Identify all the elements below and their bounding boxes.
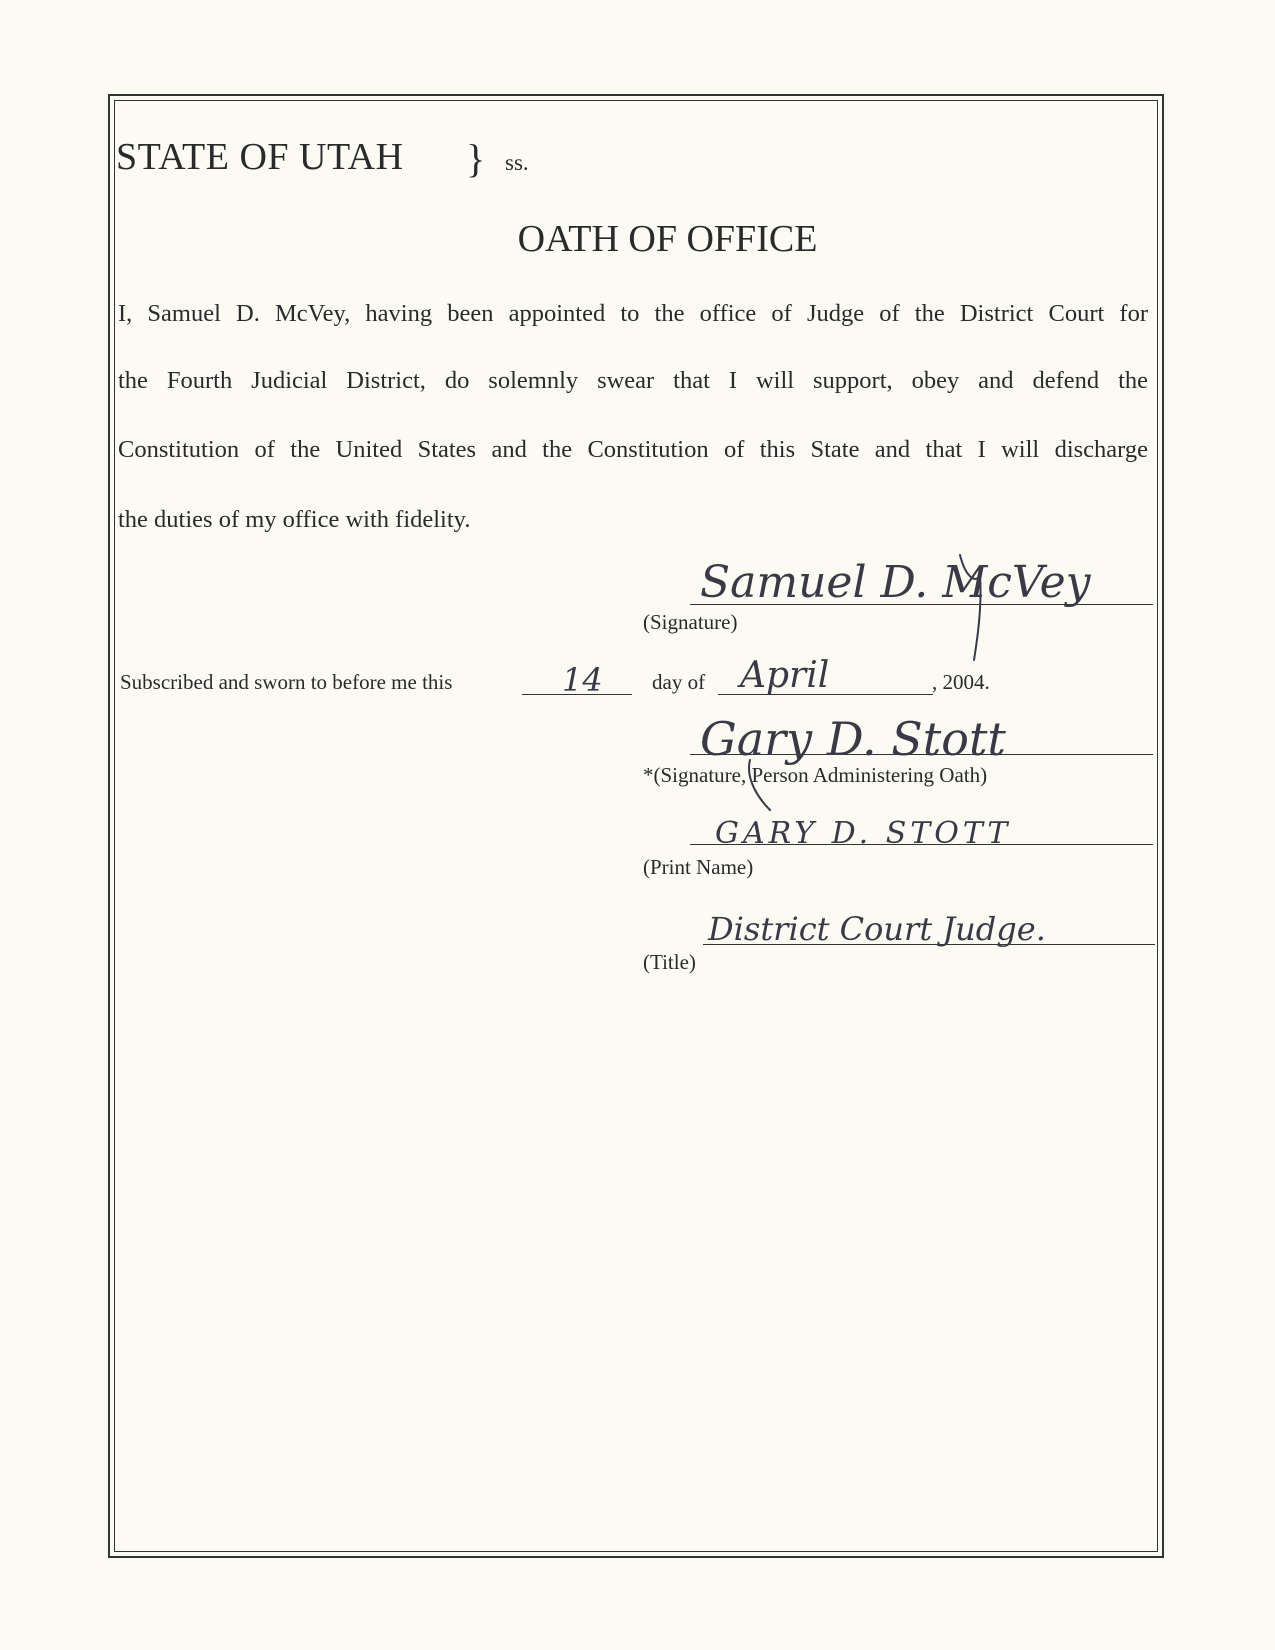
administrator-signature bbox=[690, 700, 1030, 820]
oath-line-4: the duties of my office with fidelity. bbox=[118, 506, 471, 533]
signer-signature-text: Samuel D. McVey bbox=[700, 557, 1091, 608]
print-name-value: GARY D. STOTT bbox=[715, 816, 1012, 851]
month-handwriting bbox=[718, 645, 933, 700]
print-name-label: (Print Name) bbox=[643, 855, 754, 879]
ss-abbreviation: ss. bbox=[505, 150, 529, 175]
day-of-label: day of bbox=[652, 670, 706, 694]
administrator-signature-text: Gary D. Stott bbox=[700, 712, 1006, 766]
oath-line-1: I, Samuel D. McVey, having been appointed to the office of Judge of the District Court for bbox=[118, 300, 1148, 327]
document-title-container bbox=[0, 217, 1275, 261]
title-handwriting bbox=[703, 900, 1103, 960]
day-handwriting bbox=[522, 655, 632, 700]
state-heading: STATE OF UTAH bbox=[116, 136, 404, 178]
signature-label: (Signature) bbox=[643, 610, 738, 634]
year-text: , 2004. bbox=[932, 670, 990, 694]
title-label: (Title) bbox=[643, 950, 696, 974]
document-title: OATH OF OFFICE bbox=[517, 218, 818, 260]
administrator-signature-label: *(Signature, Person Administering Oath) bbox=[643, 763, 988, 787]
brace-symbol: } bbox=[466, 136, 486, 181]
month-value: April bbox=[740, 655, 830, 696]
print-name-handwriting bbox=[690, 805, 1010, 850]
day-value: 14 bbox=[562, 661, 603, 699]
title-value: District Court Judge. bbox=[708, 910, 1046, 948]
oath-line-2: the Fourth Judicial District, do solemnly swear that I will support, obey and defend the bbox=[118, 367, 1148, 394]
oath-line-3: Constitution of the United States and the Constitution of this State and that I will discharge bbox=[118, 436, 1148, 463]
subscribed-prefix: Subscribed and sworn to before me this bbox=[120, 670, 453, 694]
